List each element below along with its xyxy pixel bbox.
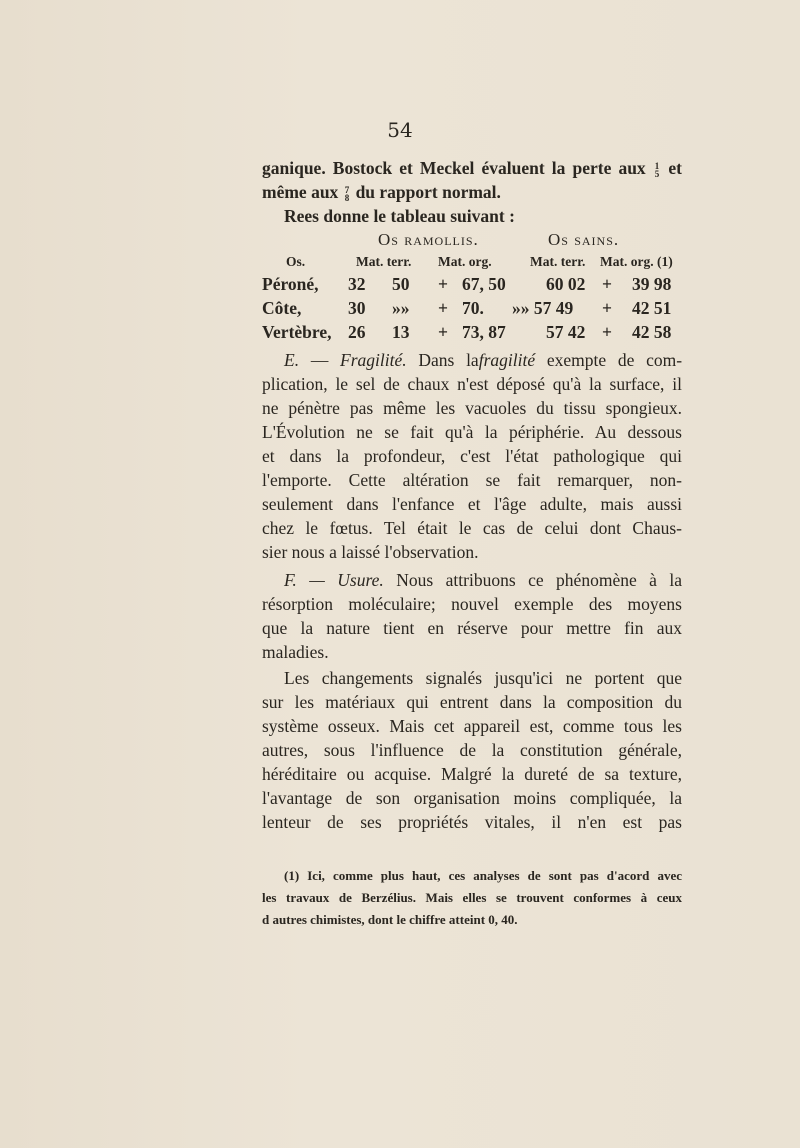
table-row xyxy=(262,298,682,322)
column-header: Mat. terr. xyxy=(356,254,412,269)
group-header-right: Os sains. xyxy=(548,230,620,249)
fraction: 1 5 xyxy=(654,160,660,179)
section-dash: — xyxy=(310,350,329,370)
table-cell: Vertèbre, xyxy=(262,322,332,342)
text-line: seulement dans l'enfance et l'âge adulte, mais aussi xyxy=(262,494,682,514)
text-line: l'avantage de son organisation moins compliquée, la xyxy=(262,788,682,808)
text-line: L'Évolution ne se fait qu'à la périphérie. Au dessous xyxy=(262,422,682,442)
table-cell: Côte, xyxy=(262,298,302,318)
section-f-heading-line xyxy=(262,568,682,592)
text-line: système osseux. Mais cet appareil est, comme tous les xyxy=(262,716,682,736)
page-number: 54 xyxy=(387,118,413,142)
column-header: Mat. terr. xyxy=(530,254,586,269)
table-cell: 60 02 xyxy=(546,274,586,294)
text-line: l'emporte. Cette altération se fait remarquer, non- xyxy=(262,470,682,490)
footnote-line: les travaux de Berzélius. Mais elles se trouvent conformes à ceux xyxy=(262,890,682,905)
section-label: E. xyxy=(284,350,300,370)
text-line: et dans la profondeur, c'est l'état pathologique qui xyxy=(262,446,682,466)
text-line: Rees donne le tableau suivant : xyxy=(284,206,515,226)
table-cell: 57 42 xyxy=(546,322,586,342)
text-line xyxy=(262,180,682,204)
footnote-line: (1) Ici, comme plus haut, ces analyses de sont pas d'acord avec xyxy=(284,868,682,883)
table-cell: 70. xyxy=(462,298,484,318)
table-column-headers xyxy=(262,254,682,274)
table-row xyxy=(262,322,682,346)
table-cell: 67, 50 xyxy=(462,274,506,294)
section-title: Usure. xyxy=(337,570,384,590)
footnote-line: d autres chimistes, dont le chiffre atteint 0, 40. xyxy=(262,912,518,927)
text-line: héréditaire ou acquise. Malgré la dureté de sa texture, xyxy=(262,764,682,784)
text-span: exempte de com- xyxy=(546,350,683,370)
table-cell: 26 xyxy=(348,322,366,342)
text-line: sur les matériaux qui entrent dans la composition du xyxy=(262,692,682,712)
table-cell: + xyxy=(602,298,612,318)
table-cell: 39 98 xyxy=(632,274,672,294)
table-cell: + xyxy=(602,274,612,294)
table-cell: 73, 87 xyxy=(462,322,506,342)
text-line xyxy=(262,156,682,180)
text-span: Nous attribuons ce phénomène à la xyxy=(396,570,683,590)
table-row xyxy=(262,274,682,298)
table-cell: Péroné, xyxy=(262,274,319,294)
text-line: plication, le sel de chaux n'est déposé qu'à la surface, il xyxy=(262,374,682,394)
table-cell: + xyxy=(438,298,448,318)
column-header: Mat. org. (1) xyxy=(600,254,673,269)
text-span: même aux xyxy=(262,182,339,202)
text-line: chez le fœtus. Tel était le cas de celui dont Chaus- xyxy=(262,518,682,538)
table-cell: + xyxy=(438,274,448,294)
table-cell: + xyxy=(602,322,612,342)
section-label: F. — xyxy=(284,570,325,590)
text-line: sier nous a laissé l'observation. xyxy=(262,542,479,562)
table-cell: »» xyxy=(392,298,410,318)
section-title: Fragilité. xyxy=(340,350,407,370)
table-cell: »» 57 49 xyxy=(512,298,574,318)
text-span: et xyxy=(668,158,683,178)
text-line: maladies. xyxy=(262,642,329,662)
text-span: ganique. Bostock et Meckel évaluent la perte aux xyxy=(262,158,646,178)
table-cell: 42 51 xyxy=(632,298,672,318)
text-span: fragilité xyxy=(478,350,536,370)
text-line: ne pénètre pas même les vacuoles du tissu spongieux. xyxy=(262,398,682,418)
table-cell: + xyxy=(438,322,448,342)
text-span: Dans la xyxy=(418,350,479,370)
text-line: résorption moléculaire; nouvel exemple des moyens xyxy=(262,594,682,614)
table-cell: 30 xyxy=(348,298,366,318)
text-line: lenteur de ses propriétés vitales, il n'en est pas xyxy=(262,812,682,832)
group-header-left: Os ramollis. xyxy=(378,230,479,249)
text-line: que la nature tient en réserve pour mettre fin aux xyxy=(262,618,682,638)
text-line: autres, sous l'influence de la constitution générale, xyxy=(262,740,682,760)
table-cell: 50 xyxy=(392,274,410,294)
table-cell: 42 58 xyxy=(632,322,672,342)
fraction: 7 8 xyxy=(344,184,350,203)
column-header: Mat. org. xyxy=(438,254,492,269)
table-cell: 13 xyxy=(392,322,410,342)
section-e-heading-line xyxy=(262,348,682,372)
text-span: du rapport normal. xyxy=(355,182,501,202)
column-header: Os. xyxy=(286,254,306,269)
table-cell: 32 xyxy=(348,274,366,294)
text-line: Les changements signalés jusqu'ici ne portent que xyxy=(284,668,682,688)
